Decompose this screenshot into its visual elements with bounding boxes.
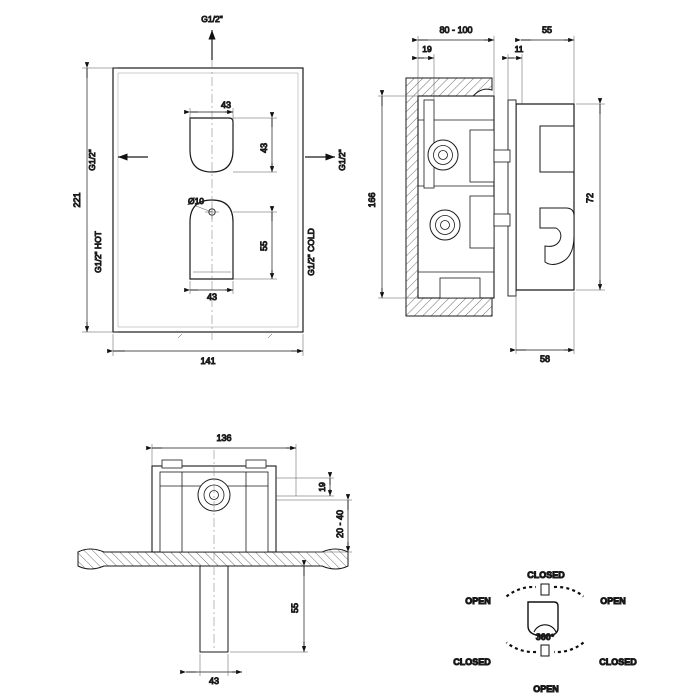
top-section-view [78, 433, 352, 686]
side-face-width-dim: 58 [539, 354, 551, 364]
front-hot-label: G1/2" HOT [93, 231, 103, 273]
rotation-center-label: 360° [535, 632, 555, 642]
front-cold-label: G1/2" COLD [306, 228, 316, 276]
front-inlet-left-label: G1/2" [87, 149, 97, 171]
side-body-height-dim: 166 [367, 192, 377, 208]
side-section-view [367, 25, 605, 364]
rotation-left-lower-label: CLOSED [453, 657, 491, 667]
front-lower-height-dim: 55 [259, 240, 269, 252]
front-view [72, 14, 347, 366]
rotation-left-upper-label: OPEN [465, 596, 491, 606]
side-wall-range-dim: 80 - 100 [439, 25, 473, 35]
front-handle-width-dim: 43 [220, 100, 232, 110]
rotation-bottom-label: OPEN [533, 684, 559, 694]
front-hole-dia-label: Ø10 [187, 196, 205, 206]
rotation-top-label: CLOSED [527, 570, 565, 580]
top-range-dim: 20 - 40 [335, 509, 345, 539]
top-spindle-dim: 43 [208, 676, 220, 686]
front-lower-width-dim: 43 [206, 292, 218, 302]
top-length-dim: 55 [290, 602, 300, 614]
side-depth-dim: 55 [541, 25, 553, 35]
front-width-dim: 141 [200, 356, 216, 366]
rotation-right-upper-label: OPEN [600, 596, 626, 606]
rotation-diagram [453, 570, 637, 694]
top-width-dim: 136 [216, 433, 232, 443]
side-small-dim: 19 [422, 44, 432, 54]
side-face-height-dim: 72 [585, 192, 595, 204]
side-plate-thickness-dim: 11 [514, 44, 524, 54]
top-small-dim: 19 [317, 482, 327, 492]
front-height-dim: 221 [72, 192, 82, 208]
front-handle-height-dim: 43 [259, 142, 269, 154]
front-inlet-right-label: G1/2" [337, 149, 347, 171]
front-inlet-top-label: G1/2" [201, 14, 223, 24]
rotation-right-lower-label: CLOSED [599, 657, 637, 667]
